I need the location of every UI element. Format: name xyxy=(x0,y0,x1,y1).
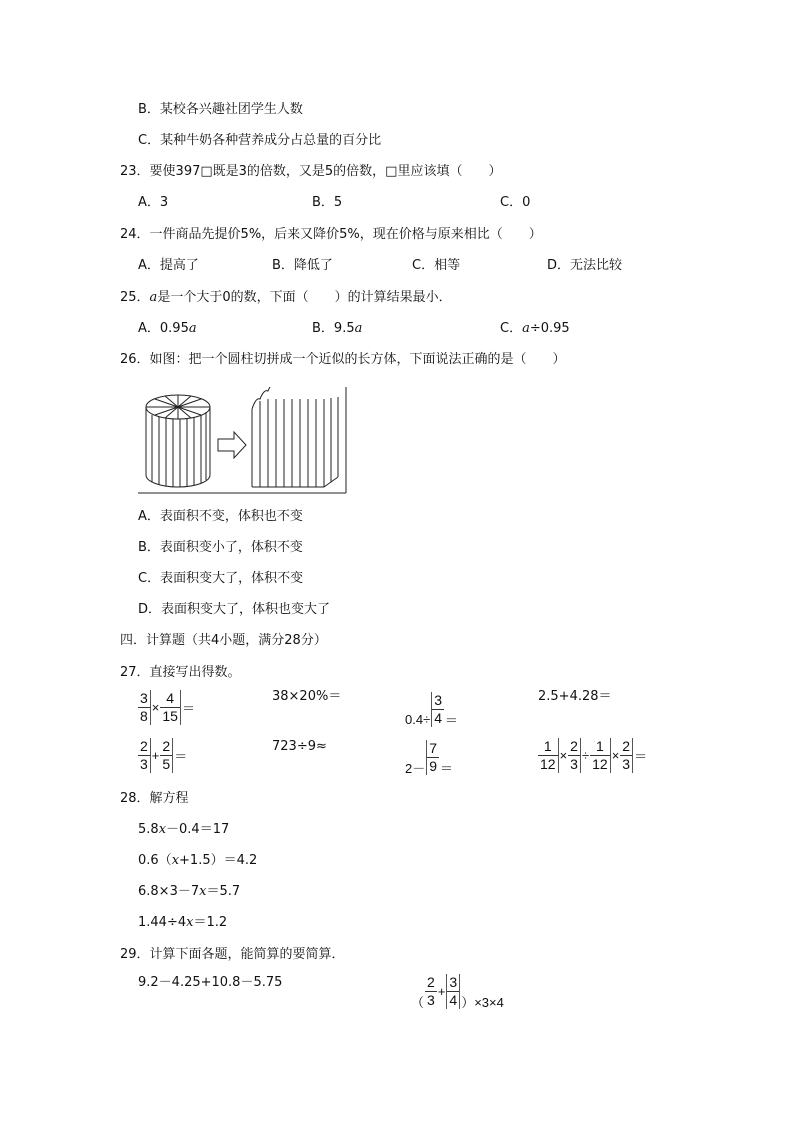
q28-stem: 28．解方程 xyxy=(120,791,189,806)
q29-item-1: 9.2－4.25+10.8－5.75 xyxy=(138,975,283,990)
fraction: $\frac{3}{4}$ xyxy=(446,974,460,1009)
q28-equation-3: 6.8×3－7x＝5.7 xyxy=(138,884,241,899)
cylinder-to-cuboid-figure xyxy=(138,387,348,495)
q27-item-6: 723÷9≈ xyxy=(272,739,327,754)
q24-stem: 24．一件商品先提价5%，后来又降价5%，现在价格与原来相比（ ） xyxy=(120,227,542,242)
q27-item-5: $\frac{2}{3}$ + $\frac{2}{5}$ ＝ xyxy=(140,738,188,772)
q27-stem: 27．直接写出得数。 xyxy=(120,665,241,680)
q29-item-2: （ $\frac{2}{3}$ + $\frac{3}{4}$ ）×3×4 xyxy=(411,974,504,1010)
q22-option-b: B．某校各兴趣社团学生人数 xyxy=(138,102,303,117)
q25-option-c: C．a÷0.95 xyxy=(500,321,570,336)
q26-option-c: C．表面积变大了，体积不变 xyxy=(138,571,304,586)
fraction: $\frac{2}{3}$ xyxy=(427,974,435,1008)
q27-item-8: $\frac{1}{12}$ × $\frac{2}{3}$ ÷ $\frac{1}{12}$ × $\frac{2}{3}$ ＝ xyxy=(540,738,648,772)
fraction: $\frac{2}{3}$ xyxy=(138,738,151,773)
q29-stem: 29．计算下面各题，能简算的要简算． xyxy=(120,947,345,962)
q28-equation-2: 0.6（x+1.5）＝4.2 xyxy=(138,853,258,868)
fraction: $\frac{3}{4}$ xyxy=(431,692,444,727)
fraction: $\frac{2}{3}$ xyxy=(620,738,633,773)
q24-option-b: B．降低了 xyxy=(272,258,333,273)
q24-option-d: D．无法比较 xyxy=(547,258,623,273)
q27-item-3: 0.4÷ $\frac{3}{4}$ ＝ xyxy=(405,692,459,728)
q27-item-7: 2－ $\frac{7}{9}$ ＝ xyxy=(405,740,454,776)
fraction: $\frac{7}{9}$ xyxy=(426,740,439,775)
fraction: $\frac{3}{8}$ xyxy=(138,690,151,725)
q27-item-2: 38×20%＝ xyxy=(272,689,342,704)
q23-stem: 23．要使397□既是3的倍数，又是5的倍数，□里应该填（ ） xyxy=(120,164,502,179)
fraction: $\frac{1}{12}$ xyxy=(538,738,559,773)
q27-item-1: $\frac{3}{8}$ × $\frac{4}{15}$ ＝ xyxy=(140,690,195,724)
fraction: $\frac{2}{3}$ xyxy=(568,738,581,773)
q28-equation-4: 1.44÷4x＝1.2 xyxy=(138,915,228,930)
q28-equation-1: 5.8x－0.4＝17 xyxy=(138,822,230,837)
q25-stem: 25．a是一个大于0的数，下面（ ）的计算结果最小． xyxy=(120,290,452,305)
q25-option-b: B．9.5a xyxy=(312,321,363,336)
q23-option-a: A．3 xyxy=(138,195,169,210)
q24-option-c: C．相等 xyxy=(412,258,461,273)
q26-option-a: A．表面积不变，体积也不变 xyxy=(138,509,303,524)
q23-option-b: B．5 xyxy=(312,195,343,210)
fraction: $\frac{2}{5}$ xyxy=(160,738,173,773)
q26-stem: 26．如图：把一个圆柱切拼成一个近似的长方体，下面说法正确的是（ ） xyxy=(120,352,566,367)
q24-option-a: A．提高了 xyxy=(138,258,199,273)
q27-item-4: 2.5+4.28＝ xyxy=(538,689,612,704)
q25-option-a: A．0.95a xyxy=(138,321,197,336)
q26-option-d: D．表面积变大了，体积也变大了 xyxy=(138,602,331,617)
section-4-heading: 四．计算题（共4小题，满分28分） xyxy=(120,633,327,648)
q26-option-b: B．表面积变小了，体积不变 xyxy=(138,540,303,555)
fraction: $\frac{4}{15}$ xyxy=(160,690,181,725)
q22-option-c: C．某种牛奶各种营养成分占总量的百分比 xyxy=(138,133,382,148)
fraction: $\frac{1}{12}$ xyxy=(590,738,611,773)
q23-option-c: C．0 xyxy=(500,195,531,210)
